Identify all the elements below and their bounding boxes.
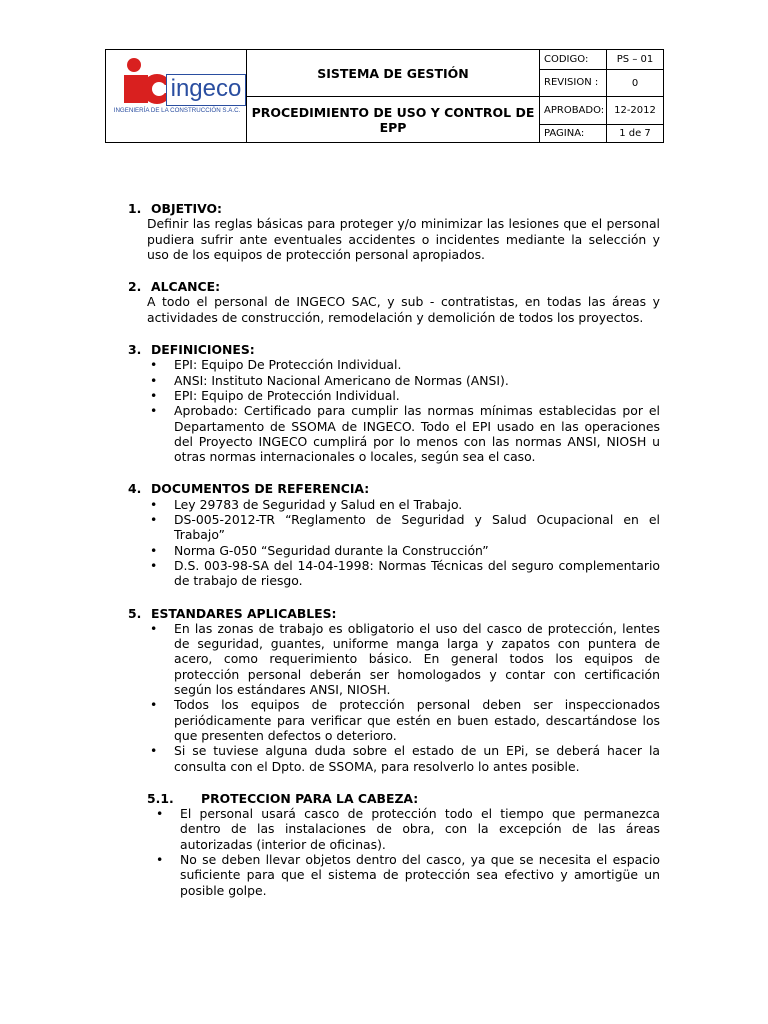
- section-objetivo: [128, 201, 660, 262]
- list-item: • El personal usará casco de protección todo el tiempo que permanezca dentro de las instalaciones de obra, con la excepción de las áreas autorizadas (interior de oficinas).: [128, 806, 660, 852]
- list-item: • D.S. 003-98-SA del 14-04-1998: Normas Técnicas del seguro complementario de trabajo de riesgo.: [128, 558, 660, 589]
- section-title: 5. ESTANDARES APLICABLES:: [128, 605, 337, 621]
- list-item: • No se deben llevar objetos dentro del casco, ya que se necesita el espacio suficiente para que el sistema de protección sea efectivo y amortigüe un posible golpe.: [128, 852, 660, 898]
- section-proteccion-cabeza: [128, 791, 660, 898]
- logo-subtitle: INGENIERÍA DE LA CONSTRUCCIÓN S.A.C.: [113, 107, 241, 114]
- section-title: 4. DOCUMENTOS DE REFERENCIA:: [128, 481, 370, 497]
- section-title: 3. DEFINICIONES:: [128, 342, 255, 358]
- ingeco-logo: [106, 50, 246, 142]
- aprobado-label: APROBADO:: [540, 97, 607, 125]
- list-item: • Todos los equipos de protección personal deben ser inspeccionados periódicamente para verificar que estén en buen estado, descartándose los que presenten defectos o deterioro.: [128, 697, 660, 743]
- list-item: • Ley 29783 de Seguridad y Salud en el Trabajo.: [128, 497, 660, 512]
- section-text: Definir las reglas básicas para proteger y/o minimizar las lesiones que el personal pudiera sufrir ante eventuales accidentes o incidentes mediante la selección y uso de los equipos de protección personal apropiados.: [147, 216, 660, 262]
- subsection-title: 5.1. PROTECCION PARA LA CABEZA:: [147, 790, 419, 806]
- section-definiciones: [128, 342, 660, 464]
- logo-text: ingeco: [166, 74, 246, 106]
- head-protection-list: [128, 806, 660, 898]
- aprobado-value: 12-2012: [607, 97, 664, 125]
- section-alcance: [128, 279, 660, 325]
- section-title: 1. OBJETIVO:: [128, 201, 222, 216]
- standards-list: [128, 621, 660, 774]
- logo-cell: [106, 50, 247, 143]
- list-item: • Norma G-050 “Seguridad durante la Construcción”: [128, 543, 660, 558]
- section-text: A todo el personal de INGECO SAC, y sub - contratistas, en todas las áreas y actividades de construcción, remodelación y demolición de todos los proyectos.: [147, 294, 660, 325]
- system-title: SISTEMA DE GESTIÓN: [247, 50, 540, 97]
- revision-label: REVISION :: [540, 70, 607, 97]
- list-item: • Si se tuviese alguna duda sobre el estado de un EPi, se deberá hacer la consulta con el Dpto. de SSOMA, para resolverlo lo antes posible.: [128, 743, 660, 774]
- section-title: 2. ALCANCE:: [128, 279, 221, 295]
- revision-value: 0: [607, 70, 664, 97]
- list-item: • En las zonas de trabajo es obligatorio el uso del casco de protección, lentes de seguridad, guantes, uniforme manga larga y zapatos con puntera de acero, como requerimiento básico. En general todos los equipos de protección personal deberán ser homologados y contar con certificación según los estándares ANSI, NIOSH.: [128, 621, 660, 697]
- list-item: • EPI: Equipo de Protección Individual.: [128, 388, 660, 403]
- pagina-label: PAGINA:: [540, 125, 607, 143]
- list-item: • EPI: Equipo De Protección Individual.: [128, 357, 660, 372]
- codigo-value: PS – 01: [607, 50, 664, 70]
- procedure-title: PROCEDIMIENTO DE USO Y CONTROL DE EPP: [247, 97, 540, 143]
- list-item: • ANSI: Instituto Nacional Americano de Normas (ANSI).: [128, 373, 660, 388]
- pagina-value: 1 de 7: [607, 125, 664, 143]
- list-item: • DS-005-2012-TR “Reglamento de Seguridad y Salud Ocupacional en el Trabajo”: [128, 512, 660, 543]
- document-body: [128, 201, 660, 915]
- section-estandares: [128, 606, 660, 774]
- list-item: • Aprobado: Certificado para cumplir las normas mínimas establecidas por el Departamento de SSOMA de INGECO. Todo el EPI usado en las operaciones del Proyecto INGECO cumplirá por lo menos con las normas ANSI, NIOSH u otras normas internacionales o locales, según sea el caso.: [128, 403, 660, 464]
- references-list: [128, 497, 660, 589]
- document-header: [105, 49, 664, 143]
- definitions-list: [128, 357, 660, 464]
- codigo-label: CODIGO:: [540, 50, 607, 70]
- section-documentos: [128, 481, 660, 588]
